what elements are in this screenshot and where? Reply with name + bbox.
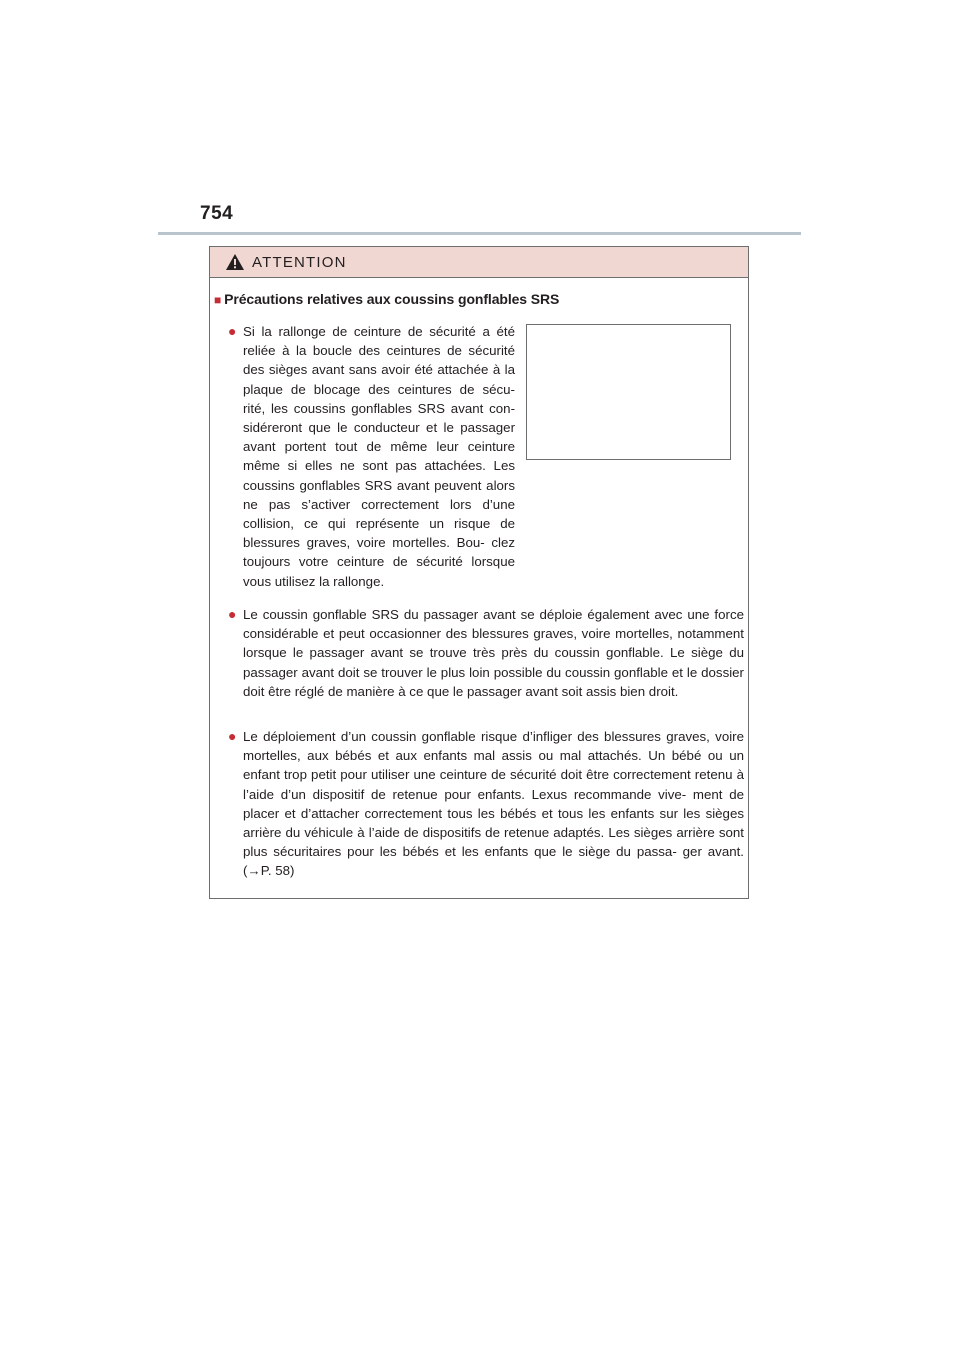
caution-item bbox=[228, 727, 744, 881]
round-bullet-icon: ● bbox=[228, 728, 237, 744]
page-number: 754 bbox=[200, 203, 234, 224]
caution-item bbox=[228, 322, 515, 591]
illustration-placeholder bbox=[526, 324, 731, 460]
round-bullet-icon: ● bbox=[228, 606, 237, 622]
caution-box bbox=[209, 246, 749, 899]
header-rule bbox=[158, 232, 801, 235]
section-heading-text: Précautions relatives aux coussins gonflables SRS bbox=[224, 291, 560, 307]
caution-header bbox=[210, 247, 748, 278]
round-bullet-icon: ● bbox=[228, 323, 237, 339]
caution-title: ATTENTION bbox=[252, 253, 347, 271]
caution-item-text: Si la rallonge de ceinture de sécurité a été reliée à la boucle des ceintures de sécurité des sièges avant sans avoir été attachée à la plaque de blocage des ceintures de sécu- rité, les coussins gonflables SRS avant con- sidéreront que le conducteur et le passager avant portent tout de même leur ceinture même si elles ne sont pas attachées. Les coussins gonflables SRS avant peuvent alors ne pas s’activer correctement lors d’une collision, ce qui représente un risque de blessures graves, voire mortelles. Bou- clez toujours votre ceinture de sécurité lorsque vous utilisez la rallonge. bbox=[243, 324, 515, 589]
caution-item-text: Le déploiement d’un coussin gonflable risque d’infliger des blessures graves, voire mortelles, aux bébés et aux enfants mal assis ou mal attachés. Un bébé ou un enfant trop petit pour utiliser une ceinture de sécurité doit être correctement retenu à l’aide d’un dispositif de retenue pour enfants. Lexus recommande vive- ment de placer et d’attacher correctement tous les bébés et tous les enfants sur les sièges arrière du véhicule à l’aide de dispositifs de retenue adaptés. Les sièges arrière sont plus sécuritaires pour les bébés et les enfants que le siège du passa- ger avant. (→P. 58) bbox=[243, 729, 744, 879]
warning-triangle-icon bbox=[226, 254, 244, 270]
square-bullet-icon: ■ bbox=[214, 293, 222, 307]
section-heading bbox=[214, 291, 559, 307]
caution-item bbox=[228, 605, 744, 701]
caution-item-text: Le coussin gonflable SRS du passager avant se déploie également avec une force considérable et peut occasionner des blessures graves, voire mortelles, notamment lorsque le passager avant se trouve très près du coussin gonflable. Le siège du passager avant doit se trouver le plus loin possible du coussin gonflable et le dossier doit être réglé de manière à ce que le passager avant soit assis bien droit. bbox=[243, 607, 744, 699]
